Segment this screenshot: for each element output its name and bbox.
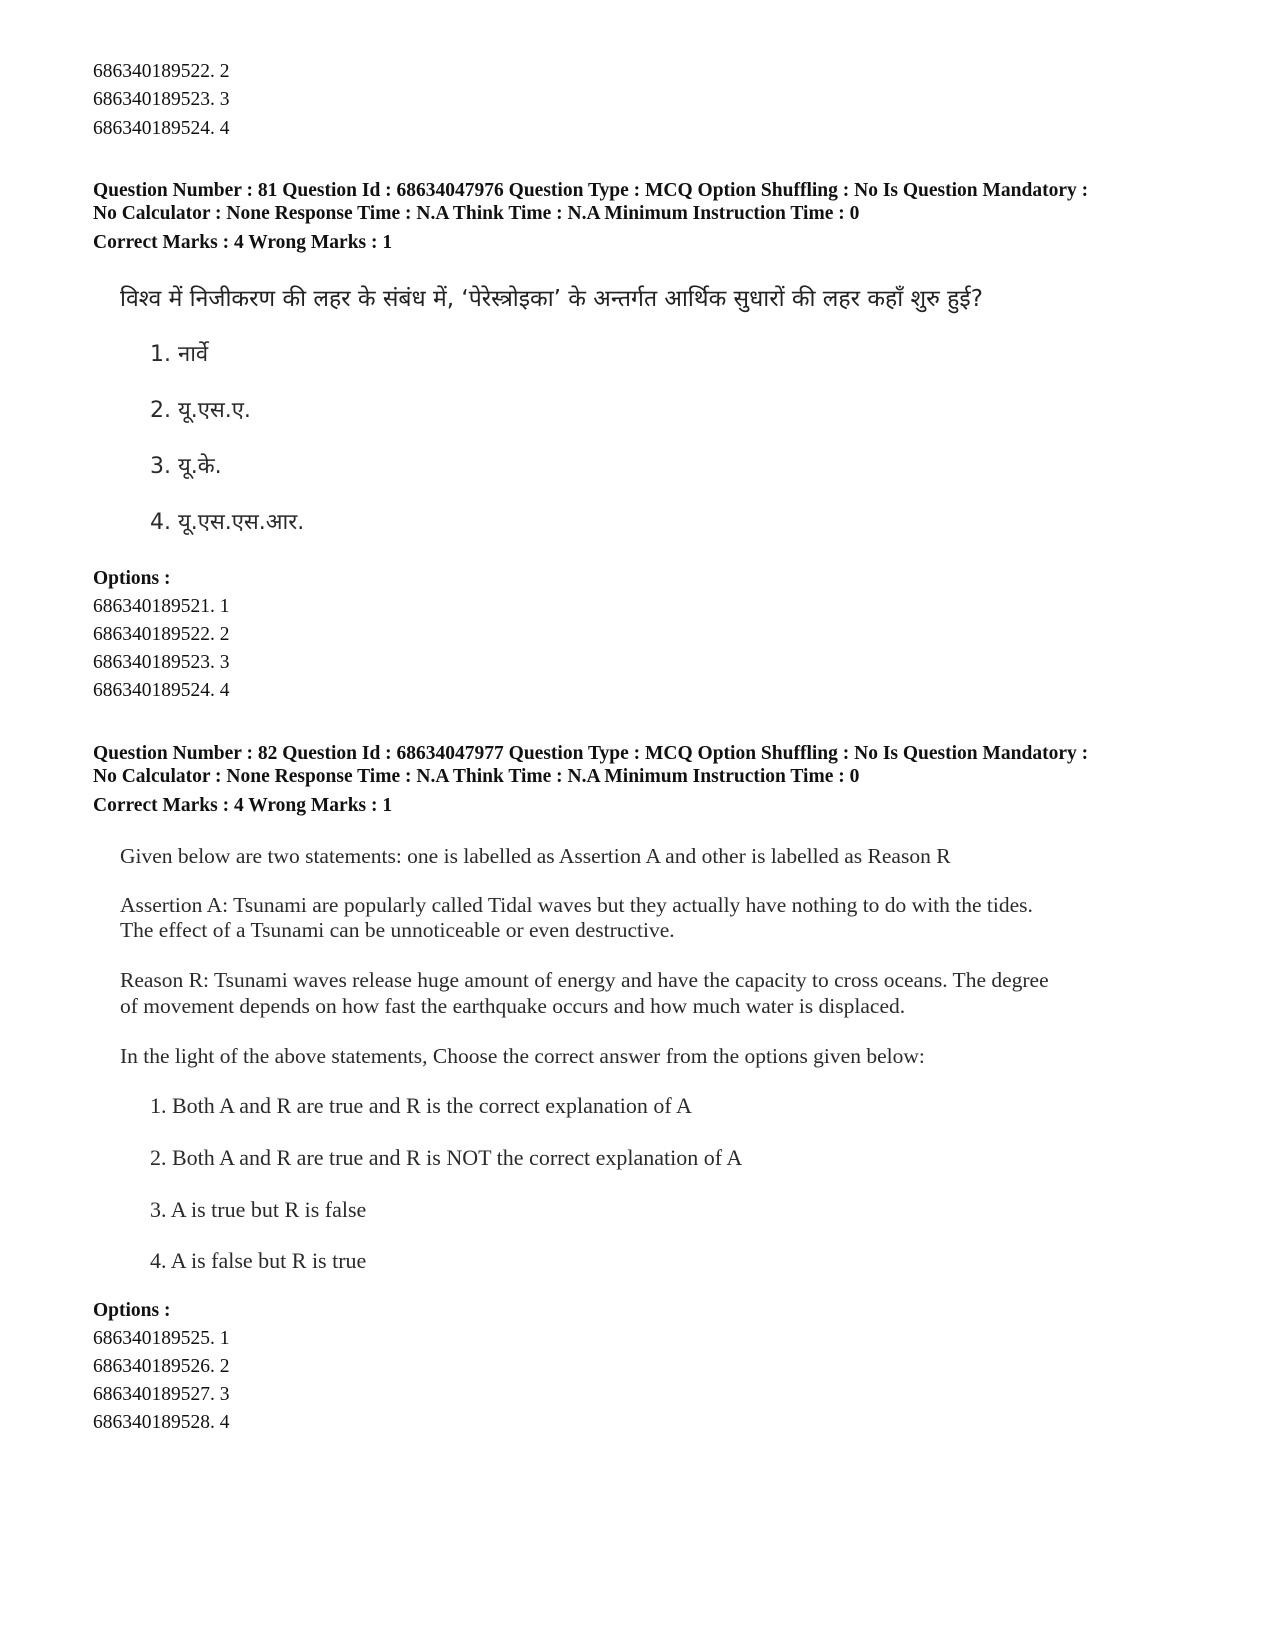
q82-assertion-line1: Assertion A: Tsunami are popularly called Tidal waves but they actually have nothing to do with the tides. bbox=[120, 893, 1033, 917]
q81-question-text: विश्व में निजीकरण की लहर के संबंध में, ‘पेरेस्त्रोइका’ के अन्तर्गत आर्थिक सुधारों की लहर कहाँ शुरु हुई? bbox=[120, 286, 983, 312]
option-number: 3 bbox=[219, 652, 230, 673]
option-row bbox=[93, 651, 230, 675]
option-id: 686340189524. bbox=[93, 680, 215, 701]
option-row bbox=[93, 1355, 230, 1379]
q81-choice-4: 4. यू.एस.एस.आर. bbox=[150, 510, 305, 535]
option-id: 686340189523. bbox=[93, 89, 215, 110]
option-id: 686340189523. bbox=[93, 652, 215, 673]
option-row bbox=[93, 88, 230, 112]
option-id: 686340189524. bbox=[93, 118, 215, 139]
q82-choice-3: 3. A is true but R is false bbox=[150, 1197, 367, 1222]
option-number: 1 bbox=[219, 1328, 230, 1349]
q82-assertion-line2: The effect of a Tsunami can be unnoticeable or even destructive. bbox=[120, 918, 675, 942]
q82-intro: Given below are two statements: one is labelled as Assertion A and other is labelled as Reason R bbox=[120, 844, 951, 868]
option-id: 686340189522. bbox=[93, 61, 215, 82]
option-number: 3 bbox=[219, 89, 230, 110]
q81-marks: Correct Marks : 4 Wrong Marks : 1 bbox=[93, 232, 393, 253]
q82-options-label: Options : bbox=[93, 1300, 171, 1321]
option-number: 2 bbox=[219, 624, 230, 645]
option-row bbox=[93, 595, 230, 619]
option-row bbox=[93, 1383, 230, 1407]
option-id: 686340189527. bbox=[93, 1384, 215, 1405]
q81-options-label: Options : bbox=[93, 568, 171, 589]
option-row bbox=[93, 1327, 230, 1351]
option-number: 2 bbox=[219, 61, 230, 82]
q81-header-line2: No Calculator : None Response Time : N.A Think Time : N.A Minimum Instruction Time : 0 bbox=[93, 203, 860, 224]
option-number: 1 bbox=[219, 596, 230, 617]
option-id: 686340189528. bbox=[93, 1412, 215, 1433]
option-number: 4 bbox=[219, 118, 230, 139]
q82-reason-line1: Reason R: Tsunami waves release huge amount of energy and have the capacity to cross oceans. The degree bbox=[120, 968, 1049, 992]
q82-prompt: In the light of the above statements, Choose the correct answer from the options given below: bbox=[120, 1044, 925, 1068]
option-row bbox=[93, 60, 230, 84]
q81-choice-1: 1. नार्वे bbox=[150, 342, 209, 367]
option-id: 686340189522. bbox=[93, 624, 215, 645]
option-id: 686340189526. bbox=[93, 1356, 215, 1377]
option-number: 4 bbox=[219, 1412, 230, 1433]
q81-choice-3: 3. यू.के. bbox=[150, 454, 222, 479]
q81-header-line1: Question Number : 81 Question Id : 68634047976 Question Type : MCQ Option Shuffling : No Is Question Mandatory : bbox=[93, 180, 1089, 201]
q82-reason-line2: of movement depends on how fast the earthquake occurs and how much water is displaced. bbox=[120, 994, 906, 1018]
option-row bbox=[93, 117, 230, 141]
option-row bbox=[93, 1411, 230, 1435]
q81-choice-2: 2. यू.एस.ए. bbox=[150, 398, 251, 423]
option-number: 4 bbox=[219, 680, 230, 701]
option-id: 686340189525. bbox=[93, 1328, 215, 1349]
option-id: 686340189521. bbox=[93, 596, 215, 617]
q82-marks: Correct Marks : 4 Wrong Marks : 1 bbox=[93, 795, 393, 816]
q82-choice-2: 2. Both A and R are true and R is NOT the correct explanation of A bbox=[150, 1145, 743, 1170]
option-row bbox=[93, 623, 230, 647]
q82-choice-1: 1. Both A and R are true and R is the correct explanation of A bbox=[150, 1093, 692, 1118]
q82-choice-4: 4. A is false but R is true bbox=[150, 1248, 367, 1273]
option-row bbox=[93, 679, 230, 703]
q82-header-line2: No Calculator : None Response Time : N.A Think Time : N.A Minimum Instruction Time : 0 bbox=[93, 766, 860, 787]
option-number: 3 bbox=[219, 1384, 230, 1405]
q82-header-line1: Question Number : 82 Question Id : 68634047977 Question Type : MCQ Option Shuffling : No Is Question Mandatory : bbox=[93, 743, 1089, 764]
option-number: 2 bbox=[219, 1356, 230, 1377]
